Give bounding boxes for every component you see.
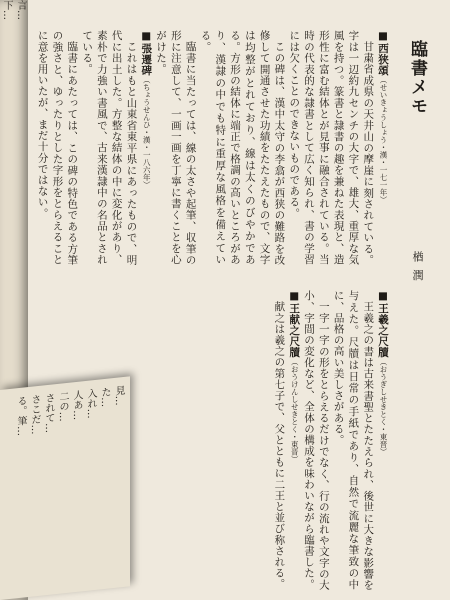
left-page-corner	[0, 376, 130, 600]
left-page-column: 下…	[1, 0, 12, 20]
left-page-column: 人あ…	[71, 389, 82, 421]
left-page-column: さこだ…	[29, 393, 40, 435]
section-paragraph: 王羲之の書は古来書聖とたたえられ、後世に大きな影響を与えた。尺牘は日常の手紙であり、自然で流麗な筆致の中に、品格の高い美しさがある。	[332, 290, 375, 590]
article-title: 臨書メモ	[407, 40, 427, 116]
section-heading: ■西狭頌（せいきょうしょう・漢・一七一年）	[377, 30, 389, 204]
article-header	[405, 40, 430, 283]
article-author: 楢 潤	[411, 251, 424, 283]
section-paragraph: 甘粛省成県の天井山の摩崖に刻されている。字は一辺約九センチの大字で、雄大、重厚な気風を持つ。篆書と隷書の趣を兼ねた表現と、造形性に富む結体とが見事に融合されている。当時の代表的な隷書として広く知られ、書の学習には欠くことのできないものである。	[288, 30, 375, 265]
text-band-top	[36, 30, 390, 265]
section-paragraph: これはもと山東省東平県にあったもので、明代に出土した。方整な結体の中に変化があり、素朴で力強い書風で、古来漢隷中の名品とされている。	[81, 30, 138, 265]
left-page-column: 見…	[113, 384, 124, 407]
left-page-column: 言…	[15, 0, 26, 20]
section-paragraph: 一字一字の形をとらえるだけでなく、行の流れや文字の大小、字間の変化など、全体の構成を味わいながら臨書した。	[303, 290, 330, 590]
section-heading: ■王羲之尺牘（おうぎしせきとく・東晋）	[377, 290, 389, 456]
left-page-column: 二の…	[57, 390, 68, 423]
left-page-column: た…	[99, 386, 110, 408]
section-ogishi	[272, 290, 390, 590]
left-page-column: る。筆…	[15, 395, 26, 437]
section-paragraph: 献之は羲之の第七子で、父とともに二王と並び称される。	[273, 300, 286, 590]
section-paragraph: 臨書に当たっては、線の太さや起筆、収筆の形に注意して、一画一画を丁寧に書くことを心がけた。	[155, 30, 197, 265]
section-seikyosho	[35, 30, 390, 265]
left-page-column: されて…	[43, 392, 54, 434]
left-page-column: 入れ…	[85, 387, 96, 420]
section-paragraph: この碑は、漢中太守の李翕が西狭の難路を改修して開通させた功績をたたえたもので、文字は均整がとれており、線は太くのびやかである。方形の結体に端正で格調の高いところがあり、漢隷の中でも特に重厚な風格を備えている。	[199, 30, 286, 265]
section-paragraph: 臨書にあたっては、この碑の特色である方筆の強さと、ゆったりとした字形をとらえることに意を用いたが、まだ十分ではない。	[36, 30, 79, 265]
section-heading: ■張遷碑（ちょうせんひ・漢・一八六年）	[140, 30, 153, 189]
section-heading: ■王献之尺牘（おうけんしせきとく・東晋）	[288, 290, 301, 464]
